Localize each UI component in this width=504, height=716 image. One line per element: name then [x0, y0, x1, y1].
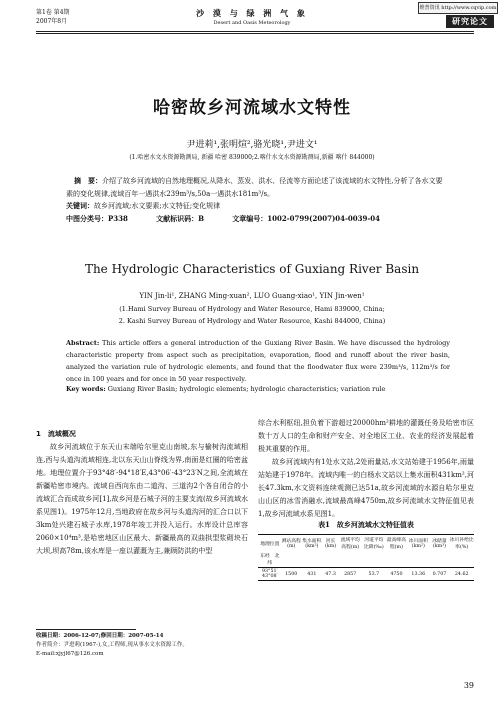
- page-number: 39: [463, 681, 474, 690]
- author-bio: 作者简介：尹进莉(1967-),女,工程师,现从事水文水资源工作。: [36, 642, 188, 648]
- keywords-en: [66, 385, 385, 393]
- body-paragraph: 综合水利枢纽,担负着下游超过20000hm²耕地的灌溉任务及哈密市区数十万人口的生命和财产安全、对全地区工业、农业的经济发展起着极其重要的作用。: [258, 419, 474, 453]
- abstract-cn: [66, 175, 446, 201]
- table-header-cell: 地理位置: [258, 535, 282, 552]
- table-subheader-cell: 东经 北纬: [258, 551, 282, 568]
- abstract-en-label: Abstract:: [66, 339, 100, 347]
- table-cell: 24.62: [449, 568, 474, 581]
- table-cell: 4750: [386, 568, 407, 581]
- table-cell: 1500: [282, 568, 301, 581]
- section-heading: 1 流域概况: [36, 430, 76, 438]
- table-header-cell: 河长(km): [323, 535, 339, 552]
- body-paragraph: 故乡河流域内有1处水文站,2处雨量站,水文站始建于1956年,雨量站始建于1978年。流域内唯一的白杨水文站以上集水面积431km²,河长47.3km,水文资料连续观测已达51a,故乡河流域的水源自哈尔里克山山区的冰雪消融水,流域最高峰4750m,故乡河流域水文特征值见表1,故乡河流域水系见图1。: [258, 458, 474, 518]
- document-code: 文献标识码：B: [156, 214, 205, 223]
- abstract-label: 摘 要：: [74, 177, 102, 185]
- author-list-en: YIN Jin-li¹, ZHANG Ming-xuan², LUO Guang-xiao¹, YIN Jin-wen¹: [139, 292, 365, 300]
- author-email: E-mail:xjyjl67@126.com: [36, 651, 104, 657]
- table-cell: 431: [301, 568, 323, 581]
- table-caption: 表1 故乡河流域水文特征值表: [318, 520, 414, 529]
- hydrology-table: [258, 534, 474, 581]
- table-header-cell: 流域平均高程(m): [338, 535, 362, 552]
- table-header-cell: 河道平均比降(‰): [362, 535, 386, 552]
- source-stamp: 维普资讯 http://www.cqvip.com: [418, 2, 498, 14]
- table-cell: 53.7: [362, 568, 386, 581]
- abstract-en: [66, 337, 450, 385]
- issue-date: 2007年8月: [36, 18, 68, 25]
- affiliation-en-1: (1.Hami Survey Bureau of Hydrology and Water Resource, Hami 839000, China;: [119, 305, 385, 313]
- keywords-label: 关键词：: [66, 202, 94, 210]
- table-cell: 0.707: [429, 568, 449, 581]
- table-cell: 13.36: [407, 568, 429, 581]
- table-header-cell: 集水面积(km²): [301, 535, 323, 552]
- table-subheader-row: [258, 551, 474, 568]
- volume-label: 第1卷 第4期: [36, 9, 70, 16]
- body-paragraph: 故乡河流域位于东天山末端哈尔里克山南坡,东与榆树沟流域相连,西与头道沟流域相连,北以东天山山脊线为界,南面是红圈的哈密盆地。地理位置介于93°48′-94°18′E,43°06′-43°23′N之间,全流域在新疆哈密市境内。流域自西向东由二道沟、三道沟2个各自闭合的小流域汇合而成故乡河[1],故乡河是石城子河的主要支流(故乡河流域水系见图1)。1975年12月,当地政府在故乡河与头道沟河的汇合口以下3km处兴建石城子水库,1978年竣工并投入运行。水库设计总库容2060×10⁴m³,是哈密地区山区最大、新疆最高的双曲拱型浆砌块石大坝,坝高78m,该水库是一座以灌溉为主,兼顾防洪的中型: [36, 443, 248, 555]
- table-header-cell: 测站高程(m): [282, 535, 301, 552]
- table-header-cell: 最高峰高程(m): [386, 535, 407, 552]
- table-header-cell: 冰川补给比率(%): [449, 535, 474, 552]
- keywords-en-text: Guxiang River Basin; hydrologic elements; hydrologic characteristics; variation rule: [107, 385, 386, 393]
- paper-title-en: The Hydrologic Characteristics of Guxiang River Basin: [84, 262, 420, 276]
- received-date: 收稿日期：2006-12-07;修回日期：2007-05-14: [36, 633, 164, 639]
- right-column: [258, 417, 474, 521]
- article-type-badge: 研究论文: [446, 15, 494, 28]
- abstract-en-text: This article offers a general introduction of the Guxiang River Basin. We have discussed the hydrology characteristic property from aspect such as precipitation, evaporation, flood and runoff about the river basin, analyzed the variation rule of hydrologic elements, and found that the floodwater flux were 239m³/s, 112m³/s for once in 100 years and for once in 50 year respectively.: [66, 339, 450, 383]
- table-header-cell: 冰川面积(km²): [407, 535, 429, 552]
- footnote-rule: [36, 629, 136, 630]
- affiliation: (1.哈密水文水资源勘测局, 新疆 哈密 839000;2.喀什水文水资源勘测局,新疆 喀什 844000): [129, 154, 375, 161]
- header-rule: [36, 31, 474, 32]
- table-row: [258, 568, 474, 581]
- table-header-cell: 冰储量(km³): [429, 535, 449, 552]
- table-cell: 47.3: [323, 568, 339, 581]
- keywords-cn: [66, 201, 220, 211]
- keywords-text: 故乡河流域;水文要素;水文特征;变化规律: [94, 202, 221, 210]
- journal-name-cn: 沙 漠 与 绿 洲 气 象: [196, 8, 308, 18]
- abstract-text: 介绍了故乡河流域的自然地理概况,从降水、蒸发、洪水、径流等方面论述了该流域的水文特性,分析了各水文要素的变化规律,流域百年一遇洪水239m³/s,50a一遇洪水181m³/s。: [66, 177, 443, 198]
- classification-line: [66, 214, 406, 224]
- header-rule-2: [36, 33, 474, 34]
- author-list: 尹进莉¹,张明煊²,骆光晓¹,尹进文¹: [186, 140, 318, 150]
- left-column: [36, 428, 248, 558]
- affiliation-en-2: 2. Kashi Survey Bureau of Hydrology and Water Resource, Kashi 844000, China): [118, 317, 386, 325]
- clc-number: 中图分类号：P338: [66, 214, 128, 223]
- paper-title: 哈密故乡河流域水文特性: [153, 98, 351, 118]
- table-header-row: [258, 535, 474, 552]
- journal-name-en: Desert and Oasis Meteorology: [213, 20, 291, 26]
- article-number: 文章编号：1002-0799(2007)04-0039-04: [232, 214, 381, 223]
- keywords-en-label: Key words:: [66, 385, 106, 393]
- table-cell: 93°51′ 43°08′: [258, 568, 282, 581]
- footnote: [36, 632, 250, 659]
- table-cell: 2857: [338, 568, 362, 581]
